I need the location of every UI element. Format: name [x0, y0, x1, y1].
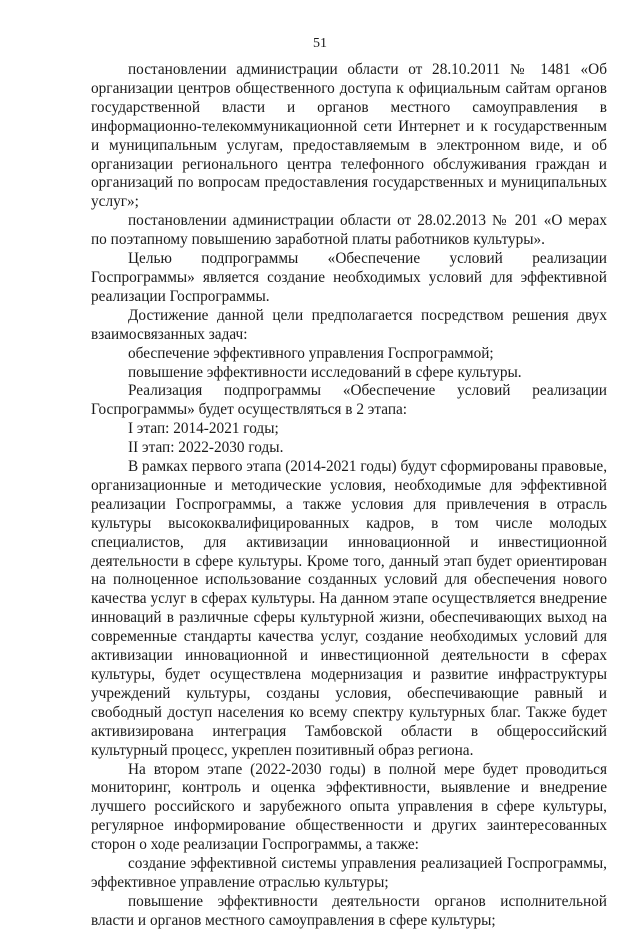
paragraph-authorities-efficiency: повышение эффективности деятельности органов исполнительной власти и органов местного самоуправления в сфере культуры;: [91, 892, 607, 929]
document-body: [91, 61, 607, 931]
paragraph-management-system: создание эффективной системы управления реализацией Госпрограммы, эффективное управление отраслью культуры;: [91, 855, 607, 891]
paragraph-stage-2: II этап: 2022-2030 годы.: [128, 439, 284, 457]
paragraph-task-2: повышение эффективности исследований в сфере культуры.: [128, 363, 522, 381]
paragraph-stages-intro: Реализация подпрограммы «Обеспечение условий реализации Госпрограммы» будет осуществляться в 2 этапа:: [91, 382, 607, 419]
paragraph-goal: Целью подпрограммы «Обеспечение условий реализации Госпрограммы» является создание необходимых условий для эффективной реализации Госпрограммы.: [91, 250, 607, 305]
paragraph-decree-1481: постановлении администрации области от 28.10.2011 № 1481 «Об организации центров общественного доступа к официальным сайтам органов государственной власти и органов местного самоуправления в информационно-телекоммуникационной сети Интернет и к государственным и муниципальным услугам, предоставляемым в электронном виде, и об организации регионального центра телефонного обслуживания граждан и организаций по вопросам предоставления государственных и муниципальных услуг»;: [91, 61, 607, 211]
paragraph-tasks-intro: Достижение данной цели предполагается посредством решения двух взаимосвязанных задач:: [91, 306, 607, 343]
page-number: 51: [313, 36, 327, 51]
paragraph-second-stage-details: На втором этапе (2022-2030 годы) в полной мере будет проводиться мониторинг, контроль и оценка эффективности, выявление и внедрение лучшего российского и зарубежного опыта управления в сфере культуры, регулярное информирование общественности и других заинтересованных сторон о ходе реализации Госпрограммы, а также:: [91, 760, 607, 854]
paragraph-task-1: обеспечение эффективного управления Госпрограммой;: [128, 344, 494, 362]
paragraph-first-stage-details: В рамках первого этапа (2014-2021 годы) будут сформированы правовые, организационные и методические условия, необходимые для эффективной реализации Госпрограммы, а также условия для привлечения в отрасль культуры высококвалифицированных кадров, в том числе молодых специалистов, для активизации инновационной и инвестиционной деятельности в сфере культуры. Кроме того, данный этап будет ориентирован на полноценное использование созданных условий для обеспечения нового качества услуг в сферах культуры. На данном этапе осуществляется внедрение инноваций в различные сферы культурной жизни, обеспечивающих выход на современные стандарты качества услуг, создание необходимых условий для активизации инновационной и инвестиционной деятельности в сферах культуры, будет осуществлена модернизация и развитие инфраструктуры учреждений культуры, созданы условия, обеспечивающие равный и свободный доступ населения ко всему спектру культурных благ. Также будет активизирована интеграция Тамбовской области в общероссийский культурный процесс, укреплен позитивный образ региона.: [91, 458, 608, 759]
paragraph-stage-1: I этап: 2014-2021 годы;: [128, 420, 279, 438]
paragraph-decree-201: постановлении администрации области от 28.02.2013 № 201 «О мерах по поэтапному повышению заработной платы работников культуры».: [91, 212, 607, 249]
